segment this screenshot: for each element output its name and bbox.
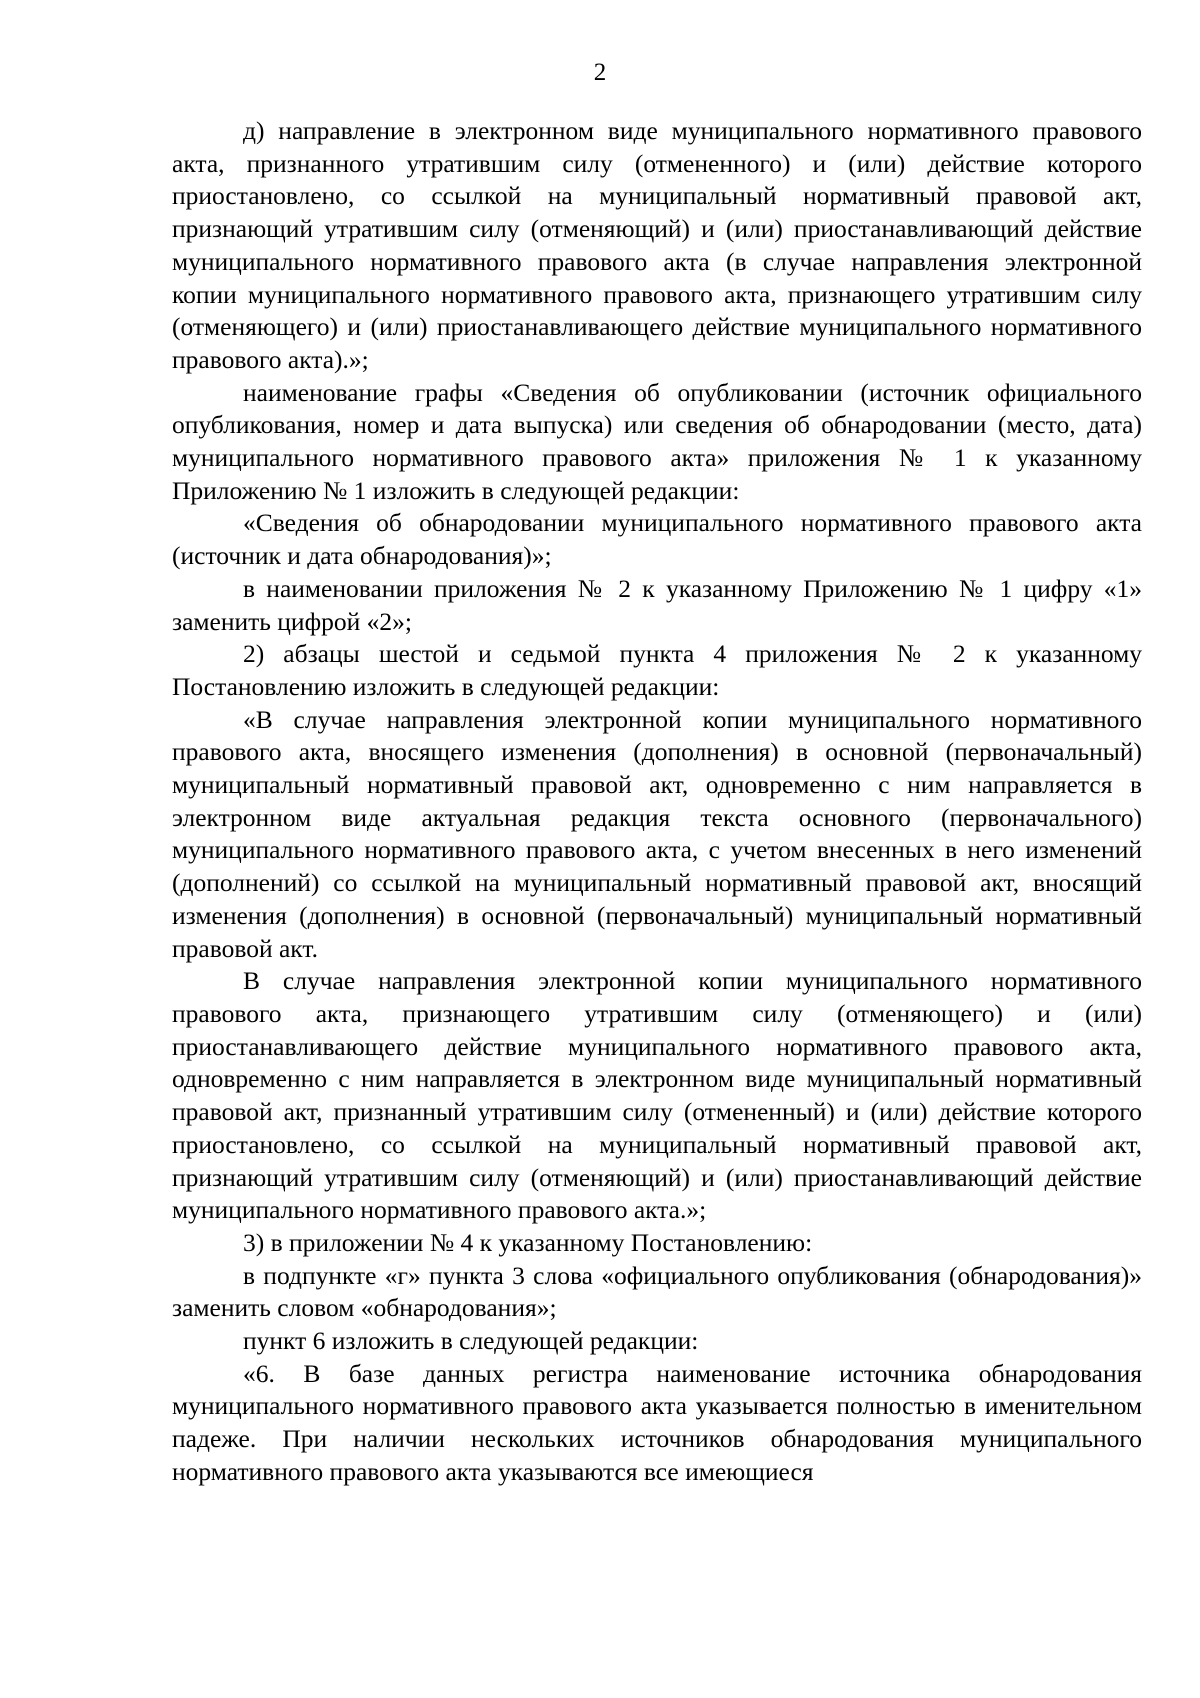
paragraph-2: наименование графы «Сведения об опубликовании (источник официального опубликования, номер и дата выпуска) или сведения об обнародовании (место, дата) муниципального нормативного правового акта» приложения № 1 к указанному Приложению № 1 изложить в следующей редакции:	[172, 377, 1142, 505]
page-number: 2	[593, 59, 607, 86]
paragraph-4: в наименовании приложения № 2 к указанному Приложению № 1 цифру «1» заменить цифрой «2»;	[172, 573, 1142, 636]
paragraph-1: д) направление в электронном виде муниципального нормативного правового акта, признанного утратившим силу (отмененного) и (или) действие которого приостановлено, со ссылкой на муниципальный нормативный правовой акт, признающий утратившим силу (отменяющий) и (или) приостанавливающий действие муниципального нормативного правового акта (в случае направления электронной копии муниципального нормативного правового акта, признающего утратившим силу (отменяющего) и (или) приостанавливающего действие муниципального нормативного правового акта).»;	[172, 116, 1142, 374]
paragraph-7: В случае направления электронной копии муниципального нормативного правового акта, признающего утратившим силу (отменяющего) и (или) приостанавливающего действие муниципального нормативного правового акта, одновременно с ним направляется в электронном виде муниципальный нормативный правовой акт, признанный утратившим силу (отмененный) и (или) действие которого приостановлено, со ссылкой на муниципальный нормативный правовой акт, признающий утратившим силу (отменяющий) и (или) приостанавливающий действие муниципального нормативного правового акта.»;	[172, 966, 1142, 1225]
document-body	[172, 115, 1142, 1489]
paragraph-5: 2) абзацы шестой и седьмой пункта 4 приложения № 2 к указанному Постановлению изложить в следующей редакции:	[172, 639, 1142, 701]
paragraph-10: пункт 6 изложить в следующей редакции:	[243, 1326, 699, 1356]
paragraph-6: «В случае направления электронной копии муниципального нормативного правового акта, вносящего изменения (дополнения) в основной (первоначальный) муниципальный нормативный правовой акт, одновременно с ним направляется в электронном виде актуальная редакция текста основного (первоначального) муниципального нормативного правового акта, с учетом внесенных в него изменений (дополнений) со ссылкой на муниципальный нормативный правовой акт, вносящий изменения (дополнения) в основной (первоначальный) муниципальный нормативный правовой акт.	[172, 704, 1142, 963]
paragraph-11: «6. В базе данных регистра наименование источника обнародования муниципального нормативного правового акта указывается полностью в именительном падеже. При наличии нескольких источников обнародования муниципального нормативного правового акта указываются все имеющиеся	[172, 1358, 1142, 1486]
paragraph-8: 3) в приложении № 4 к указанному Постановлению:	[243, 1227, 813, 1257]
paragraph-9: в подпункте «г» пункта 3 слова «официального опубликования (обнародования)» заменить словом «обнародования»;	[172, 1260, 1142, 1323]
paragraph-3: «Сведения об обнародовании муниципального нормативного правового акта (источник и дата обнародования)»;	[172, 508, 1142, 571]
